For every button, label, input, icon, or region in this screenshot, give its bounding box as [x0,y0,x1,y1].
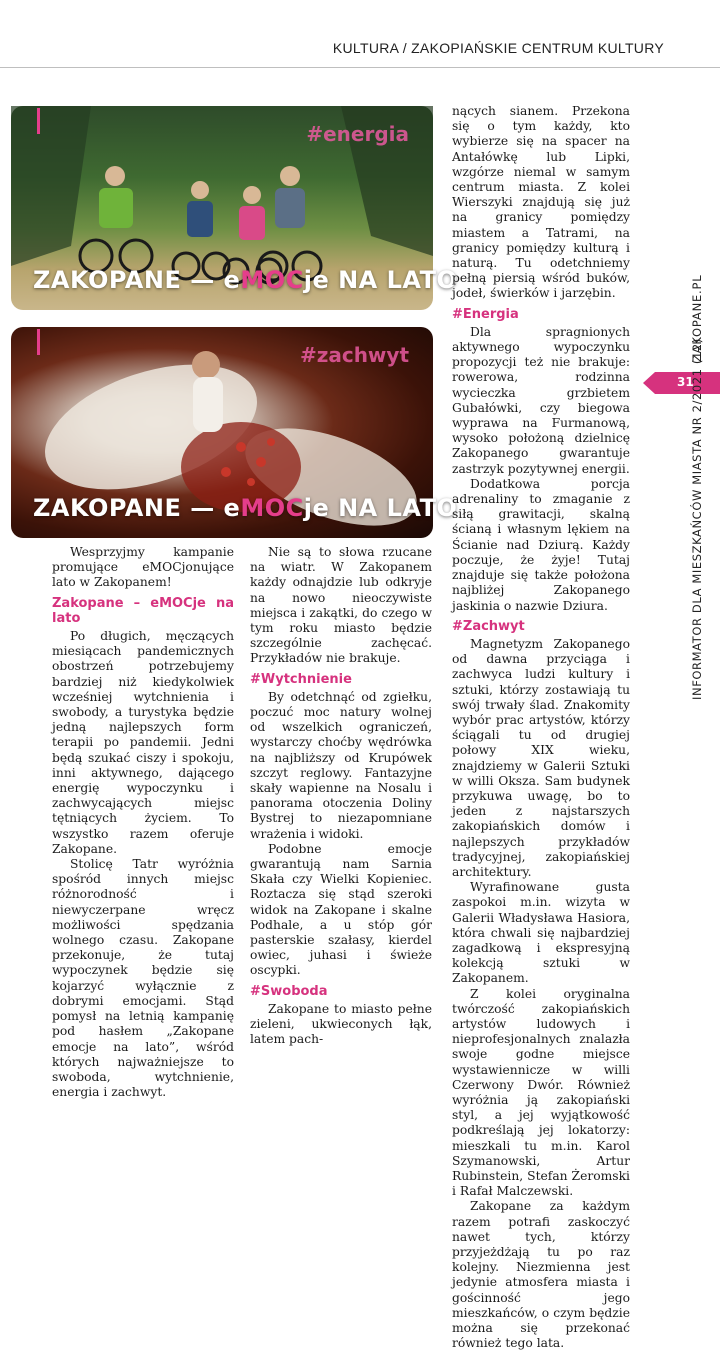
dancer-photo [11,327,458,538]
hashtag-label: #zachwyt [299,343,409,367]
section-heading: #Zachwyt [452,618,525,634]
paragraph: Zakopane za każdym razem potrafi zaskoczyć nawet tych, którzy przyjeżdżają tu po raz kolejny. Niezmienna jest jedynie atmosfera miasta i gościnność jego mieszkańców, o czym będzie można się przekonać również tego lata. [452,1199,630,1351]
page-number: 31 [677,375,694,389]
article-column-3 [452,104,630,1351]
paragraph: Wyrafinowane gusta zaspokoi m.in. wizyta w Galerii Władysława Hasiora, która chwali się najbardziej zagadkową i ekspresyjną kolekcją sztuki w Zakopanem. [452,880,630,986]
accent-tick [37,108,40,134]
section-heading: Zakopane – eMOCje na lato [52,595,234,626]
paragraph: nących sianem. Przekona się o tym każdy, kto wybierze się na spacer na Antałówkę lub Lipki, wzgórze niemal w samym centrum miasta. Z kolei Wierszyki znajdują się już na granicy pomiędzy miastem a Tatrami, na granicy pomiędzy kulturą i naturą. Tu odetchniemy pełną piersią wśród buków, jodeł, świerków i jarzębin. [452,104,630,301]
section-heading: #Energia [452,306,519,322]
campaign-slogan: ZAKOPANE — eMOCje NA LATO [33,266,458,294]
hashtag-label: #energia [306,122,409,146]
paragraph: Dodatkowa porcja adrenaliny to zmaganie z siłą grawitacji, skalną ścianą i własnym lękiem na Ścianie nad Dziurą. Każdy poczuje, że żyje! Tutaj znajduje się także położona najbliżej Zakopanego jaskinia o nazwie Dziura. [452,476,630,613]
paragraph: Po długich, męczących miesiącach pandemicznych obostrzeń potrzebujemy bardziej niż kiedykolwiek wcześniej wytchnienia i swobody, a turystyka będzie jedną najlepszych form terapii po pandemii. Jedni będą szukać ciszy i spokoju, inni aktywnego, dającego energię wypoczynku i zachwycających miejsc tętniących życiem. To wszystko razem oferuje Zakopane. [52,629,234,856]
section-heading: #Swoboda [250,983,328,999]
article-column-2 [250,545,432,1048]
paragraph: Stolicę Tatr wyróżnia spośród innych miejsc różnorodność i niewyczerpane wręcz możliwości spędzania wolnego czasu. Zakopane przekonuje, że tutaj wypoczynek będzie się kojarzyć wyłącznie z dobrymi emocjami. Stąd pomysł na letnią kampanię pod hasłem „Zakopane emocje na lato”, wśród których najważniejsze to swoboda, wytchnienie, energia i zachwyt. [52,857,234,1100]
paragraph: Nie są to słowa rzucane na wiatr. W Zakopanem każdy odnajdzie lub odkryje na nowo nieoczywiste miejsca i zakątki, do czego w tym roku miasto będzie szczególnie zachęcać. Przykładów nie brakuje. [250,545,432,666]
intro-paragraph: Wesprzyjmy kampanie promujące eMOCjonujące lato w Zakopanem! [52,545,234,590]
paragraph: Z kolei oryginalna twórczość zakopiańskich artystów ludowych i nieprofesjonalnych znalazła swoje godne miejsce wystawiennicze w willi Czerwony Dwór. Również wyróżnia ją zakopiański styl, a jej wyjątkowość podkreślają jej lokatorzy: mieszkali tu m.in. Karol Szymanowski, Artur Rubinstein, Stefan Żeromski i Rafał Malczewski. [452,986,630,1199]
paragraph: By odetchnąć od zgiełku, poczuć moc natury wolnej od wszelkich ograniczeń, wystarczy choćby wędrówka na najbliższy od Krupówek szczyt reglowy. Fantazyjne skały wapienne na Nosalu i panorama otoczenia Doliny Bystrej to niezapomniane wrażenia i widoki. [250,689,432,841]
publication-label: INFORMATOR DLA MIESZKAŃCÓW MIASTA NR 2/2021 (12) [690,338,704,700]
article-column-1 [52,545,234,1100]
paragraph: Magnetyzm Zakopanego od dawna przyciąga i zachwyca ludzi kultury i sztuki, którzy zostawiają tu swój trwały ślad. Znakomity wybór prac artystów, którzy ściągali tu od drugiej połowy XIX wieku, znajdziemy w Galerii Sztuki w willi Oksza. Sam budynek przykuwa uwagę, bo to jeden z najstarszych zakopiańskich domów i najlepszych przykładów tradycyjnej, zakopiańskiej architektury. [452,636,630,879]
website-label: ZAKOPANE.PL [690,274,704,362]
campaign-slogan: ZAKOPANE — eMOCje NA LATO [33,494,458,522]
paragraph: Zakopane to miasto pełne zieleni, ukwieconych łąk, latem pach- [250,1001,432,1047]
section-heading: #Wytchnienie [250,671,352,687]
section-header: KULTURA / ZAKOPIAŃSKIE CENTRUM KULTURY [332,40,664,56]
cyclists-photo [11,106,458,310]
paragraph: Podobne emocje gwarantują nam Sarnia Skała czy Wielki Kopieniec. Roztacza się stąd szeroki widok na Zakopane i skalne Podhale, a u stóp gór pasterskie szałasy, kierdel owiec, juhasi i świeże oscypki. [250,841,432,978]
paragraph: Dla spragnionych aktywnego wypoczynku propozycji też nie brakuje: rowerowa, rodzinna wycieczka grzbietem Gubałówki, czy biegowa wyprawa na Furmanową, wysoko położoną dzielnicę Zakopanego gwarantuje zastrzyk pozytywnej energii. [452,324,630,476]
accent-tick [37,329,40,355]
page-number-tab [655,372,720,394]
header-rule [0,67,720,68]
